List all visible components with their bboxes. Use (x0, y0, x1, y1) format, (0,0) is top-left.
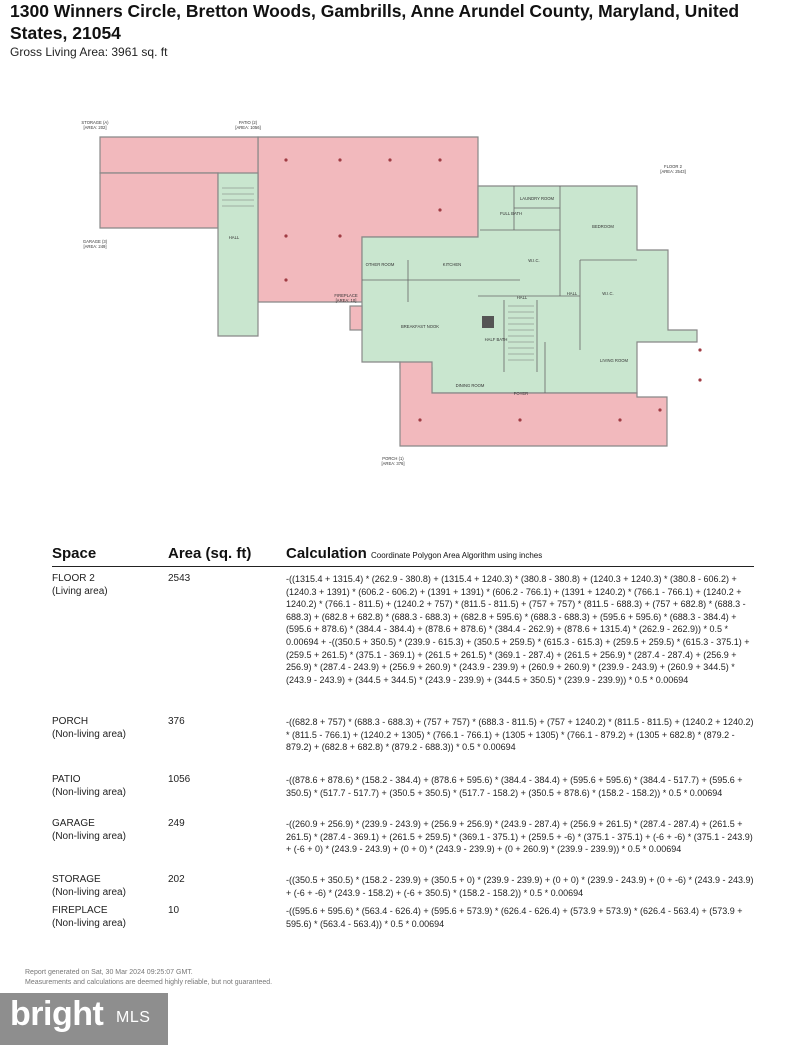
report-footer (25, 968, 272, 987)
floor-plan (0, 110, 800, 480)
space-cell: FLOOR 2 (Living area) (52, 573, 108, 597)
space-cell: GARAGE (Non-living area) (52, 818, 126, 842)
room-full-bath: FULL BATH (499, 211, 523, 216)
room-hall-right: HALL (566, 291, 578, 296)
area-cell: 249 (168, 818, 185, 829)
room-breakfast-nook: BREAKFAST NOOK (400, 324, 440, 329)
calculation-cell: -((260.9 + 256.9) * (239.9 - 243.9) + (256.9 + 256.9) * (243.9 - 287.4) + (256.9 + 261.5) * (287.4 - 287.4) + (261.5 + 261.5) * (287.4 - 369.1) + (261.5 + 259.5) * (369.1 - 375.1) + (259.5 + -6) * (375.1 - 375.1) + (-6 + -6) * (375.1 - 243.9) + (-6 + 0) * (243.9 - 243.9) + (0 + 0) * (243.9 - 239.9) + (0 + 260.9) * (239.9 - 239.9)) * 0.5 * 0.00694 (286, 819, 753, 855)
room-bedroom: BEDROOM (592, 224, 614, 229)
patio-area-label: [AREA: 1056] (235, 125, 261, 130)
room-other: OTHER ROOM (365, 262, 395, 267)
table-header (52, 545, 752, 567)
logo-brand: bright (10, 995, 104, 1033)
header-divider (52, 566, 754, 567)
calculation-cell: -((350.5 + 350.5) * (158.2 - 239.9) + (350.5 + 0) * (239.9 - 239.9) + (0 + 0) * (239.9 - 243.9) + (0 + -6) * (243.9 - 243.9) + (-6 + -6) * (243.9 - 158.2) + (-6 + 350.5) * (158.2 - 158.2)) * 0.5 * 0.00694 (286, 875, 754, 898)
floor2-area-label: [AREA: 2543] (660, 169, 686, 174)
report-generated-note: Report generated on Sat, 30 Mar 2024 09:25:07 GMT. (25, 969, 193, 976)
logo-suffix: MLS (116, 1009, 151, 1026)
fireplace-label: FIREPLACE (334, 293, 358, 298)
area-cell: 1056 (168, 774, 191, 785)
area-cell: 202 (168, 874, 185, 885)
space-cell: PORCH (Non-living area) (52, 716, 126, 740)
porch-area-label: [AREA: 376] (381, 461, 405, 466)
calculation-note: Coordinate Polygon Area Algorithm using inches (371, 551, 543, 560)
gross-living-area: Gross Living Area: 3961 sq. ft (10, 45, 168, 59)
garage-label: GARAGE (3) (82, 239, 108, 244)
room-wic-2: W.I.C. (602, 291, 614, 296)
patio-label: PATIO (2) (238, 120, 258, 125)
storage-label: STORAGE (A) (81, 120, 109, 125)
area-cell: 10 (168, 905, 180, 916)
calculation-cell: -((595.6 + 595.6) * (563.4 - 626.4) + (595.6 + 573.9) * (626.4 - 626.4) + (573.9 + 573.9) * (626.4 - 563.4) + (573.9 + 595.6) * (563.4 - 563.4)) * 0.5 * 0.00694 (286, 906, 743, 929)
area-cell: 376 (168, 716, 185, 727)
room-foyer: FOYER (513, 391, 529, 396)
room-kitchen: KITCHEN (442, 262, 462, 267)
disclaimer-note: Measurements and calculations are deemed highly reliable, but not guaranteed. (25, 978, 273, 986)
storage-area-label: [AREA: 202] (83, 125, 107, 130)
calculation-cell: -((1315.4 + 1315.4) * (262.9 - 380.8) + (1315.4 + 1240.3) * (380.8 - 380.8) + (1240.3 + 1240.3) * (380.8 - 606.2) + (1240.3 + 1391) * (606.2 - 606.2) + (1391 + 1391) * (606.2 - 766.1) + (1391 + 1240.2) * (766.1 - 766.1) + (1240.2 + 1240.2) * (766.1 - 811.5) + (1240.2 + 757) * (811.5 - 811.5) + (757 + 757) * (811.5 - 688.3) + (757 + 682.8) * (688.3 - 688.3) + (682.8 + 682.8) * (688.3 - 688.3) + (682.8 + 595.6) * (688.3 - 688.3) + (595.6 + 595.6) * (688.3 - 384.4) + (595.6 + 878.6) * (384.4 - 384.4) + (878.6 + 878.6) * (384.4 - 262.9) + (878.6 + 1315.4) * (262.9 - 262.9)) * 0.5 * 0.00694 + -((350.5 + 350.5) * (239.9 - 615.3) + (350.5 + 259.5) * (615.3 - 615.3) + (259.5 + 259.5) * (615.3 - 375.1) + (259.5 + 261.5) * (375.1 - 369.1) + (261.5 + 261.5) * (369.1 - 287.4) + (261.5 + 256.9) * (287.4 - 287.4) + (256.9 + 256.9) * (287.4 - 243.9) + (256.9 + 260.9) * (243.9 - 239.9) + (260.9 + 260.9) * (239.9 - 243.9) + (260.9 + 344.5) * (243.9 - 243.9) + (344.5 + 344.5) * (243.9 - 239.9) + (344.5 + 350.5) * (239.9 - 239.9)) * 0.5 * 0.00694 (286, 574, 750, 685)
property-address: 1300 Winners Circle, Bretton Woods, Gambrills, Anne Arundel County, Maryland, United States, 21054 (10, 1, 740, 43)
area-cell: 2543 (168, 573, 191, 584)
space-cell: FIREPLACE (Non-living area) (52, 905, 126, 929)
header-space: Space (52, 545, 97, 562)
porch-label: PORCH (1) (382, 456, 404, 461)
room-laundry: LAUNDRY ROOM (519, 196, 555, 201)
room-hall-left: HALL (228, 235, 240, 240)
space-cell: PATIO (Non-living area) (52, 774, 126, 798)
room-hall-mid: HALL (516, 295, 528, 300)
fireplace-area-label: [AREA: 10] (335, 298, 357, 303)
hall-column (218, 173, 258, 336)
space-cell: STORAGE (Non-living area) (52, 874, 126, 898)
room-half-bath: HALF BATH (484, 337, 508, 342)
report-header (10, 0, 790, 59)
calculation-cell: -((682.8 + 757) * (688.3 - 688.3) + (757 + 757) * (688.3 - 811.5) + (757 + 1240.2) * (811.5 - 811.5) + (1240.2 + 1240.2) * (811.5 - 766.1) + (1240.2 + 1305) * (766.1 - 766.1) + (1305 + 1305) * (766.1 - 879.2) + (1305 + 682.8) * (879.2 - 879.2) + (682.8 + 682.8) * (879.2 - 688.3)) * 0.5 * 0.00694 (286, 717, 754, 753)
garage-area-label: [AREA: 249] (83, 244, 107, 249)
bright-mls-logo (0, 993, 168, 1045)
fireplace-area (350, 306, 362, 330)
garage-area (100, 173, 218, 228)
calculation-cell: -((878.6 + 878.6) * (158.2 - 384.4) + (878.6 + 595.6) * (384.4 - 384.4) + (595.6 + 595.6) * (384.4 - 517.7) + (595.6 + 350.5) * (517.7 - 517.7) + (350.5 + 350.5) * (517.7 - 158.2) + (350.5 + 878.6) * (158.2 - 158.2)) * 0.5 * 0.00694 (286, 775, 743, 798)
header-calculation: Calculation Coordinate Polygon Area Algorithm using inches (286, 545, 543, 562)
room-living: LIVING ROOM (600, 358, 628, 363)
room-dining: DINING ROOM (455, 383, 485, 388)
header-area: Area (sq. ft) (168, 545, 252, 562)
room-wic-1: W.I.C. (528, 258, 540, 263)
floor2-label: FLOOR 2 (664, 164, 682, 169)
